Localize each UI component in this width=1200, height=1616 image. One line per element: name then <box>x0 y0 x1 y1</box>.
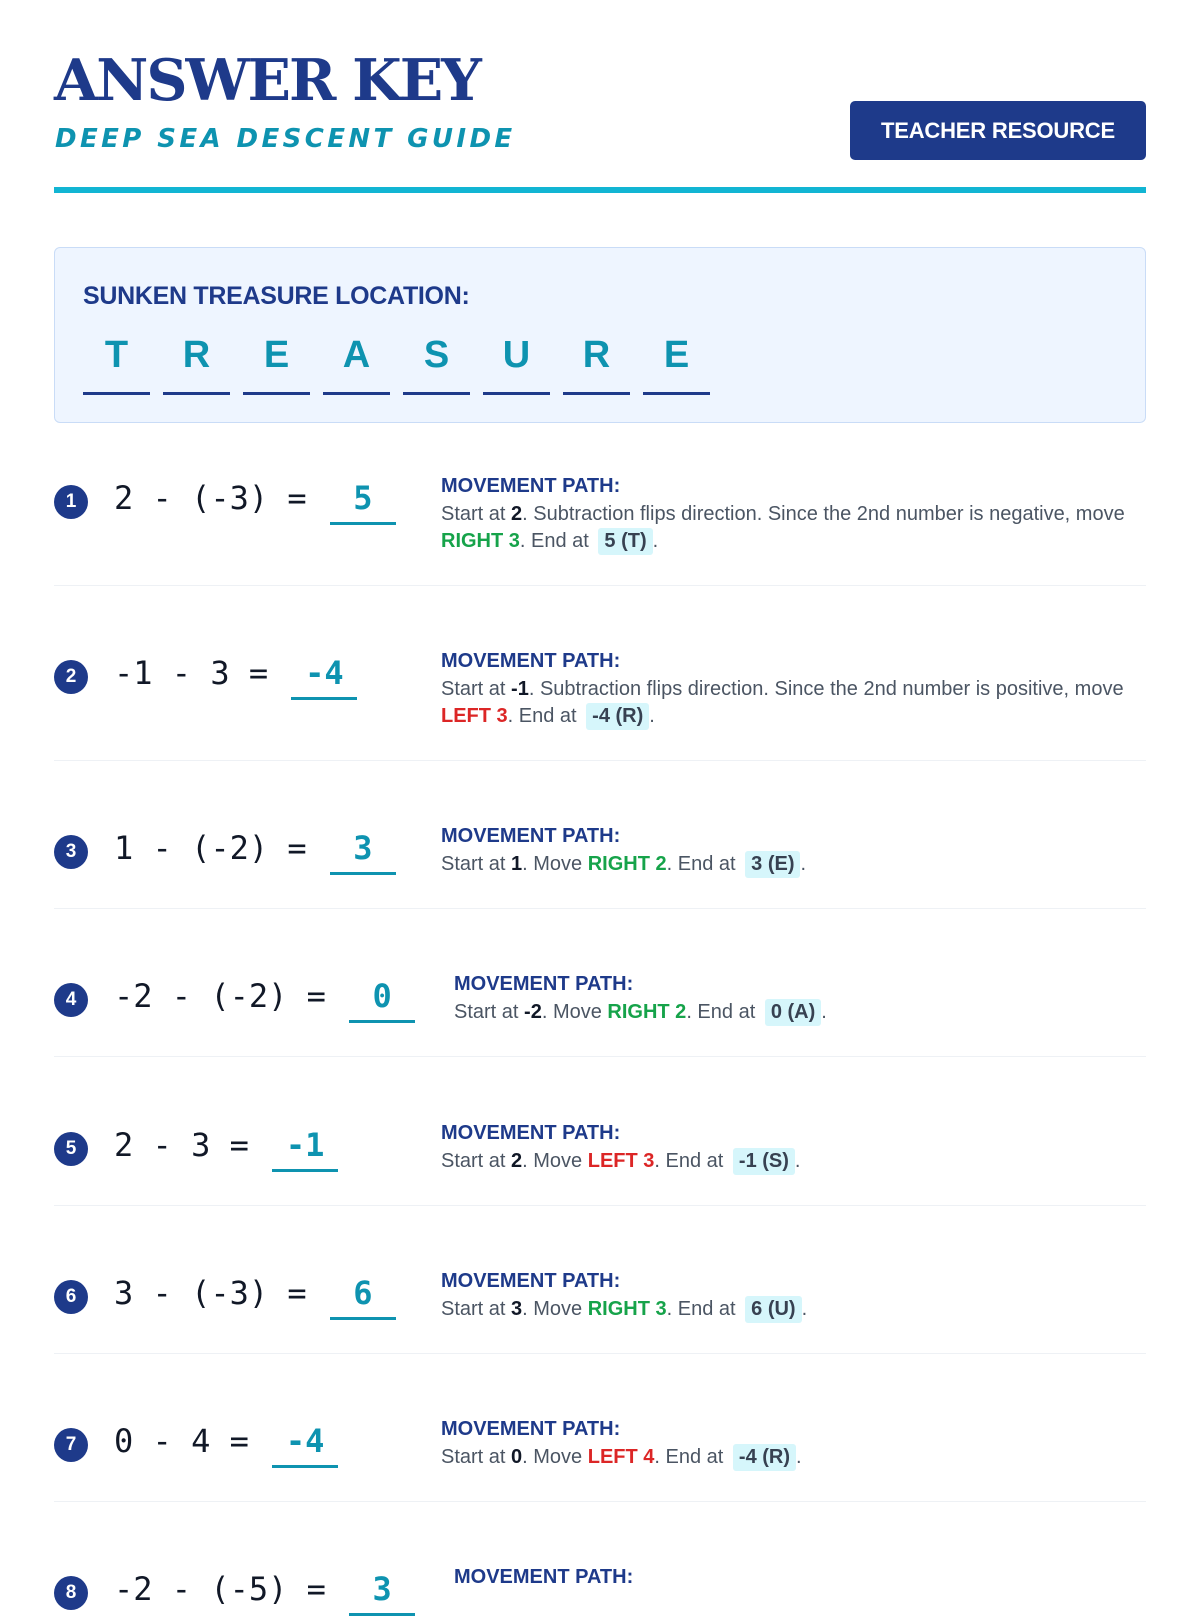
end-value-chip: -4 (R) <box>586 703 649 730</box>
equation <box>114 829 396 875</box>
letter-slot: S <box>403 336 470 395</box>
movement-path-text: Start at 2. Move LEFT 3. End at -1 (S) . <box>441 1148 1141 1175</box>
answer: 0 <box>349 980 415 1023</box>
letter-slot: R <box>563 336 630 395</box>
equation-expression: -2 - (-2) = <box>114 977 346 1015</box>
movement-path-title: MOVEMENT PATH: <box>441 825 621 847</box>
answer: 3 <box>330 832 396 875</box>
equation-expression: 1 - (-2) = <box>114 829 326 867</box>
equation-expression: -2 - (-5) = <box>114 1570 346 1608</box>
movement-path-title: MOVEMENT PATH: <box>441 1418 621 1440</box>
problem-number-icon: 8 <box>54 1576 88 1610</box>
answer: 6 <box>330 1277 396 1320</box>
treasure-location-box <box>54 247 1146 423</box>
letter-slot: U <box>483 336 550 395</box>
movement-path-text: Start at 1. Move RIGHT 2. End at 3 (E) . <box>441 851 1141 878</box>
answer: -4 <box>291 657 357 700</box>
answer: 3 <box>349 1573 415 1616</box>
page-title: ANSWER KEY <box>54 47 480 114</box>
problem-row <box>54 1250 1146 1354</box>
start-value: 2 <box>511 1150 523 1172</box>
letter-slot: T <box>83 336 150 395</box>
answer-key-page <box>54 0 1146 1608</box>
equation <box>114 1274 396 1320</box>
equation <box>114 479 396 525</box>
movement-path <box>454 1566 1144 1592</box>
letter-slot: R <box>163 336 230 395</box>
movement-path-title: MOVEMENT PATH: <box>441 1122 621 1144</box>
movement-path-title: MOVEMENT PATH: <box>454 973 634 995</box>
end-value-chip: 0 (A) <box>765 999 821 1026</box>
problem-row <box>54 805 1146 909</box>
start-value: 1 <box>511 853 523 875</box>
problem-row <box>54 953 1146 1057</box>
move-direction: RIGHT 3 <box>441 530 520 552</box>
movement-path <box>441 1270 1141 1323</box>
movement-path <box>441 650 1141 730</box>
problem-row <box>54 1398 1146 1502</box>
answer: -1 <box>272 1129 338 1172</box>
end-value-chip: 3 (E) <box>745 851 800 878</box>
start-value: -1 <box>511 678 529 700</box>
header-divider <box>54 187 1146 193</box>
movement-path-text: Start at 3. Move RIGHT 3. End at 6 (U) . <box>441 1296 1141 1323</box>
problem-number-icon: 7 <box>54 1428 88 1462</box>
movement-path <box>441 1122 1141 1175</box>
problem-row <box>54 630 1146 761</box>
start-value: 3 <box>511 1298 523 1320</box>
move-direction: RIGHT 2 <box>607 1001 687 1023</box>
equation-expression: -1 - 3 = <box>114 654 288 692</box>
move-direction: RIGHT 2 <box>587 853 667 875</box>
end-value-chip: 6 (U) <box>745 1296 801 1323</box>
movement-path-text: Start at 0. Move LEFT 4. End at -4 (R) . <box>441 1444 1141 1471</box>
equation-expression: 0 - 4 = <box>114 1422 269 1460</box>
problem-number-icon: 1 <box>54 485 88 519</box>
problem-row <box>54 1546 1146 1608</box>
movement-path <box>441 825 1141 878</box>
page-subtitle: DEEP SEA DESCENT GUIDE <box>55 124 516 154</box>
letter-slot: E <box>243 336 310 395</box>
start-value: 2 <box>511 503 523 525</box>
letter-slot: E <box>643 336 710 395</box>
move-direction: LEFT 4 <box>587 1446 655 1468</box>
equation <box>114 977 415 1023</box>
movement-path-text: Start at -1. Subtraction flips direction. Since the 2nd number is positive, move LEFT 3. End at -4 (R) . <box>441 676 1141 730</box>
equation <box>114 1126 338 1172</box>
letter-slot: A <box>323 336 390 395</box>
movement-path <box>441 475 1141 555</box>
problem-row <box>54 455 1146 586</box>
equation <box>114 1422 338 1468</box>
equation-expression: 2 - 3 = <box>114 1126 269 1164</box>
problem-number-icon: 5 <box>54 1132 88 1166</box>
problem-number-icon: 2 <box>54 660 88 694</box>
problem-number-icon: 3 <box>54 835 88 869</box>
movement-path-title: MOVEMENT PATH: <box>441 475 621 497</box>
movement-path-title: MOVEMENT PATH: <box>454 1566 634 1588</box>
move-direction: RIGHT 3 <box>587 1298 667 1320</box>
treasure-letters <box>83 336 723 395</box>
answer: -4 <box>272 1425 338 1468</box>
problem-number-icon: 6 <box>54 1280 88 1314</box>
treasure-location-label: SUNKEN TREASURE LOCATION: <box>83 282 470 310</box>
movement-path-text: Start at 2. Subtraction flips direction. Since the 2nd number is negative, move RIGHT 3. End at 5 (T) . <box>441 501 1141 555</box>
start-value: 0 <box>511 1446 523 1468</box>
start-value: -2 <box>524 1001 542 1023</box>
equation-expression: 3 - (-3) = <box>114 1274 326 1312</box>
teacher-resource-badge: TEACHER RESOURCE <box>850 101 1146 160</box>
move-direction: LEFT 3 <box>441 705 508 727</box>
move-direction: LEFT 3 <box>587 1150 655 1172</box>
movement-path-title: MOVEMENT PATH: <box>441 650 621 672</box>
header <box>54 0 1146 193</box>
movement-path-title: MOVEMENT PATH: <box>441 1270 621 1292</box>
end-value-chip: -4 (R) <box>733 1444 796 1471</box>
problem-row <box>54 1102 1146 1206</box>
end-value-chip: 5 (T) <box>598 528 652 555</box>
movement-path-text: Start at -2. Move RIGHT 2. End at 0 (A) . <box>454 999 1144 1026</box>
equation-expression: 2 - (-3) = <box>114 479 326 517</box>
movement-path <box>441 1418 1141 1471</box>
movement-path <box>454 973 1144 1026</box>
equation <box>114 654 357 700</box>
answer: 5 <box>330 482 396 525</box>
end-value-chip: -1 (S) <box>733 1148 795 1175</box>
equation <box>114 1570 415 1616</box>
problem-number-icon: 4 <box>54 983 88 1017</box>
